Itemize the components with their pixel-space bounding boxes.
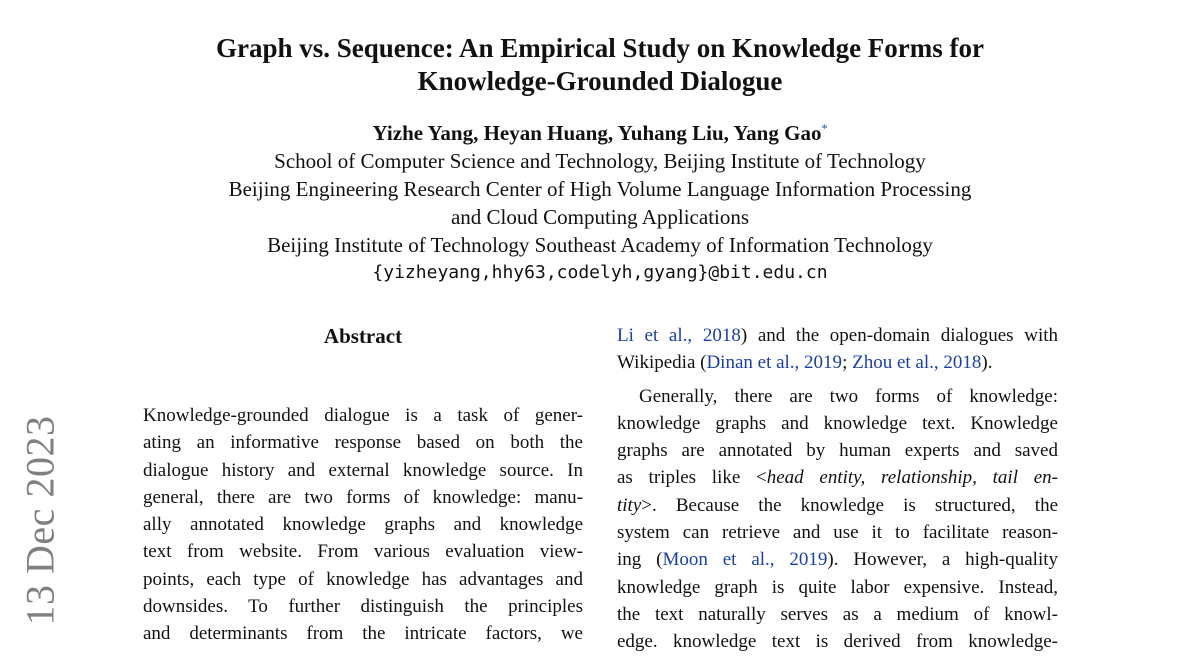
intro-paragraph-tail	[617, 322, 1058, 377]
author-names: Yizhe Yang, Heyan Huang, Yuhang Liu, Yang Gao	[372, 121, 822, 145]
body-line	[617, 322, 1058, 349]
abstract-line: and determinants from the intricate factors, we	[143, 623, 583, 645]
title-line-1: Graph vs. Sequence: An Empirical Study on Knowledge Forms for	[215, 33, 985, 63]
body-line	[617, 349, 1058, 376]
abstract-line: text from website. From various evaluation view-	[143, 541, 583, 563]
body-line: edge. knowledge text is derived from knowledge-	[617, 631, 1058, 653]
abstract-line: Knowledge-grounded dialogue is a task of gener-	[143, 405, 583, 426]
body-line	[617, 546, 1058, 573]
abstract-line: points, each type of knowledge has advantages and	[143, 568, 583, 590]
body-text: ing (	[617, 549, 663, 571]
body-line: Generally, there are two forms of knowledge:	[639, 385, 1058, 407]
abstract-line: downsides. To further distinguish the principles	[143, 596, 583, 618]
left-column	[143, 322, 583, 648]
body-text: >. Because the knowledge is structured, the	[641, 494, 1058, 516]
abstract-line: ally annotated knowledge graphs and knowledge	[143, 514, 583, 536]
citation-link[interactable]: Dinan et al., 2019	[706, 352, 843, 374]
body-text: ) and the open-domain dialogues with	[740, 325, 1058, 346]
author-list	[0, 114, 1200, 147]
author-emails: {yizheyang,hhy63,codelyh,gyang}@bit.edu.cn	[372, 262, 828, 283]
date-text: 13 Dec 2023	[17, 415, 63, 625]
body-text: as triples like <	[617, 467, 767, 489]
body-text: ;	[842, 352, 853, 374]
abstract-line: ating an informative response based on both the	[143, 432, 583, 454]
corresponding-author-mark[interactable]: *	[821, 121, 828, 135]
abstract-heading: Abstract	[323, 324, 403, 348]
citation-link[interactable]: Zhou et al., 2018	[852, 352, 982, 374]
knowledge-forms-paragraph	[617, 383, 1058, 656]
body-text: ).	[981, 352, 993, 374]
body-text: Wikipedia (	[617, 352, 707, 374]
abstract-line: dialogue history and external knowledge source. In	[143, 459, 583, 481]
body-text-italic: head entity, relationship, tail en-	[766, 467, 1058, 489]
body-line: the text naturally serves as a medium of knowl-	[617, 603, 1058, 625]
right-column	[617, 322, 1058, 656]
affiliation-2: Beijing Engineering Research Center of High Volume Language Information Processing	[228, 177, 972, 201]
arxiv-date-stamp	[16, 410, 64, 630]
body-line: knowledge graphs and knowledge text. Knowledge	[617, 412, 1058, 434]
paper-title	[0, 32, 1200, 98]
affiliation-4: Beijing Institute of Technology Southeast Academy of Information Technology	[267, 233, 933, 257]
body-line	[617, 492, 1058, 519]
affiliation-3: and Cloud Computing Applications	[450, 205, 750, 229]
body-line	[617, 464, 1058, 491]
abstract-line: general, there are two forms of knowledge: manu-	[143, 486, 583, 508]
body-line: knowledge graph is quite labor expensive. Instead,	[617, 576, 1058, 598]
title-line-2: Knowledge-Grounded Dialogue	[417, 66, 783, 96]
body-line: graphs are annotated by human experts and saved	[617, 440, 1058, 462]
citation-link[interactable]: Li et al., 2018	[617, 325, 741, 346]
affiliation-1: School of Computer Science and Technology, Beijing Institute of Technology	[274, 149, 926, 173]
body-text-italic: tity	[617, 494, 642, 516]
citation-link[interactable]: Moon et al., 2019	[662, 549, 828, 571]
body-line: system can retrieve and use it to facilitate reason-	[617, 522, 1058, 544]
abstract-text	[143, 402, 583, 648]
body-text: ). However, a high-quality	[827, 549, 1059, 571]
paper-header	[0, 32, 1200, 287]
